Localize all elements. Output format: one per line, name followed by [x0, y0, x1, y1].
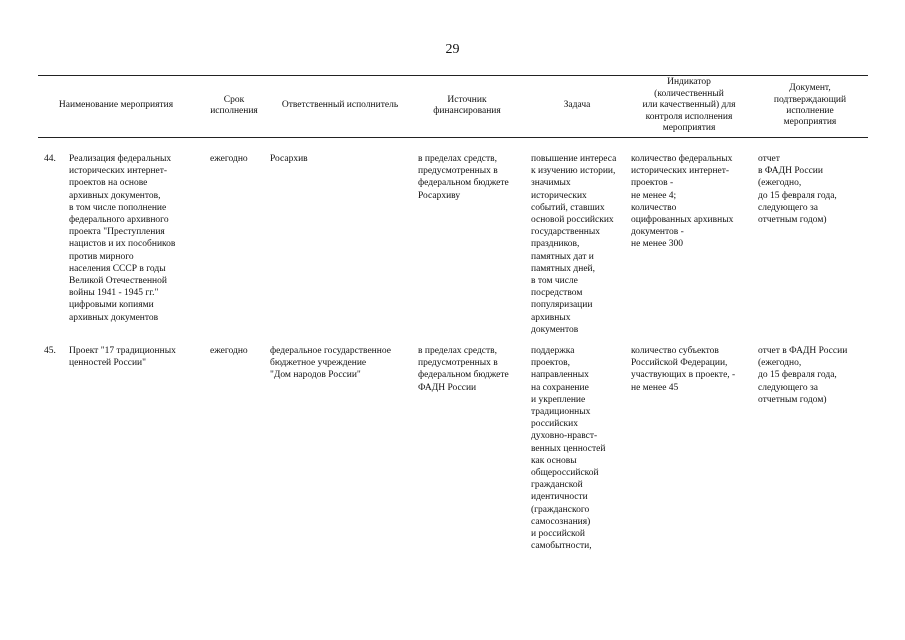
row-funding: в пределах средств, предусмотренных в федеральном бюджете ФАДН России [418, 346, 509, 393]
row-indicator: количество субъектов Российской Федерации, участвующих в проекте, - не менее 45 [631, 346, 736, 393]
row-name: Проект "17 традиционных ценностей России" [69, 346, 176, 369]
row-executor: Росархив [270, 154, 308, 164]
row-number: 45. [44, 346, 56, 356]
row-term: ежегодно [210, 154, 248, 164]
row-term: ежегодно [210, 346, 248, 356]
row-name: Реализация федеральных исторических интернет- проектов на основе архивных документов, в том числе пополнение федерального архивного проекта "Преступления нацистов и их пособников против мирного населения СССР в годы Великой Отечественной войны 1941 - 1945 гг." цифровыми копиями архивных документов [69, 154, 176, 323]
header-name: Наименование мероприятия [58, 100, 174, 111]
row-indicator: количество федеральных исторических интернет- проектов - не менее 4; количество оцифрованных архивных документов - не менее 300 [631, 154, 734, 250]
page-number: 29 [445, 42, 460, 57]
header-indicator: Индикатор (количественный или качественный) для контроля исполнения мероприятия [642, 77, 736, 134]
row-task: поддержка проектов, направленных на сохранение и укрепление традиционных российских духовно-нравст- венных ценностей как основы общероссийской гражданской идентичности (гражданского самосознания) и российской самобытности, [531, 346, 606, 552]
header-task: Задача [563, 100, 591, 111]
header-executor: Ответственный исполнитель [281, 100, 399, 111]
row-document: отчет в ФАДН России (ежегодно, до 15 февраля года, следующего за отчетным годом) [758, 346, 848, 405]
header-document: Документ, подтверждающий исполнение мероприятия [773, 83, 847, 128]
header-funding: Источник финансирования [433, 94, 501, 116]
header-term: Срок исполнения [210, 94, 258, 116]
row-number: 44. [44, 154, 56, 164]
row-document: отчет в ФАДН России (ежегодно, до 15 февраля года, следующего за отчетным годом) [758, 154, 837, 226]
table-header-bottom-rule [38, 137, 868, 138]
row-funding: в пределах средств, предусмотренных в федеральном бюджете Росархиву [418, 154, 509, 201]
row-executor: федеральное государственное бюджетное учреждение "Дом народов России" [270, 346, 391, 381]
row-task: повышение интереса к изучению истории, значимых исторических событий, ставших основой российских государственных праздников, памятных дат и памятных дней, в том числе посредством популяризации архивных документов [531, 154, 617, 335]
